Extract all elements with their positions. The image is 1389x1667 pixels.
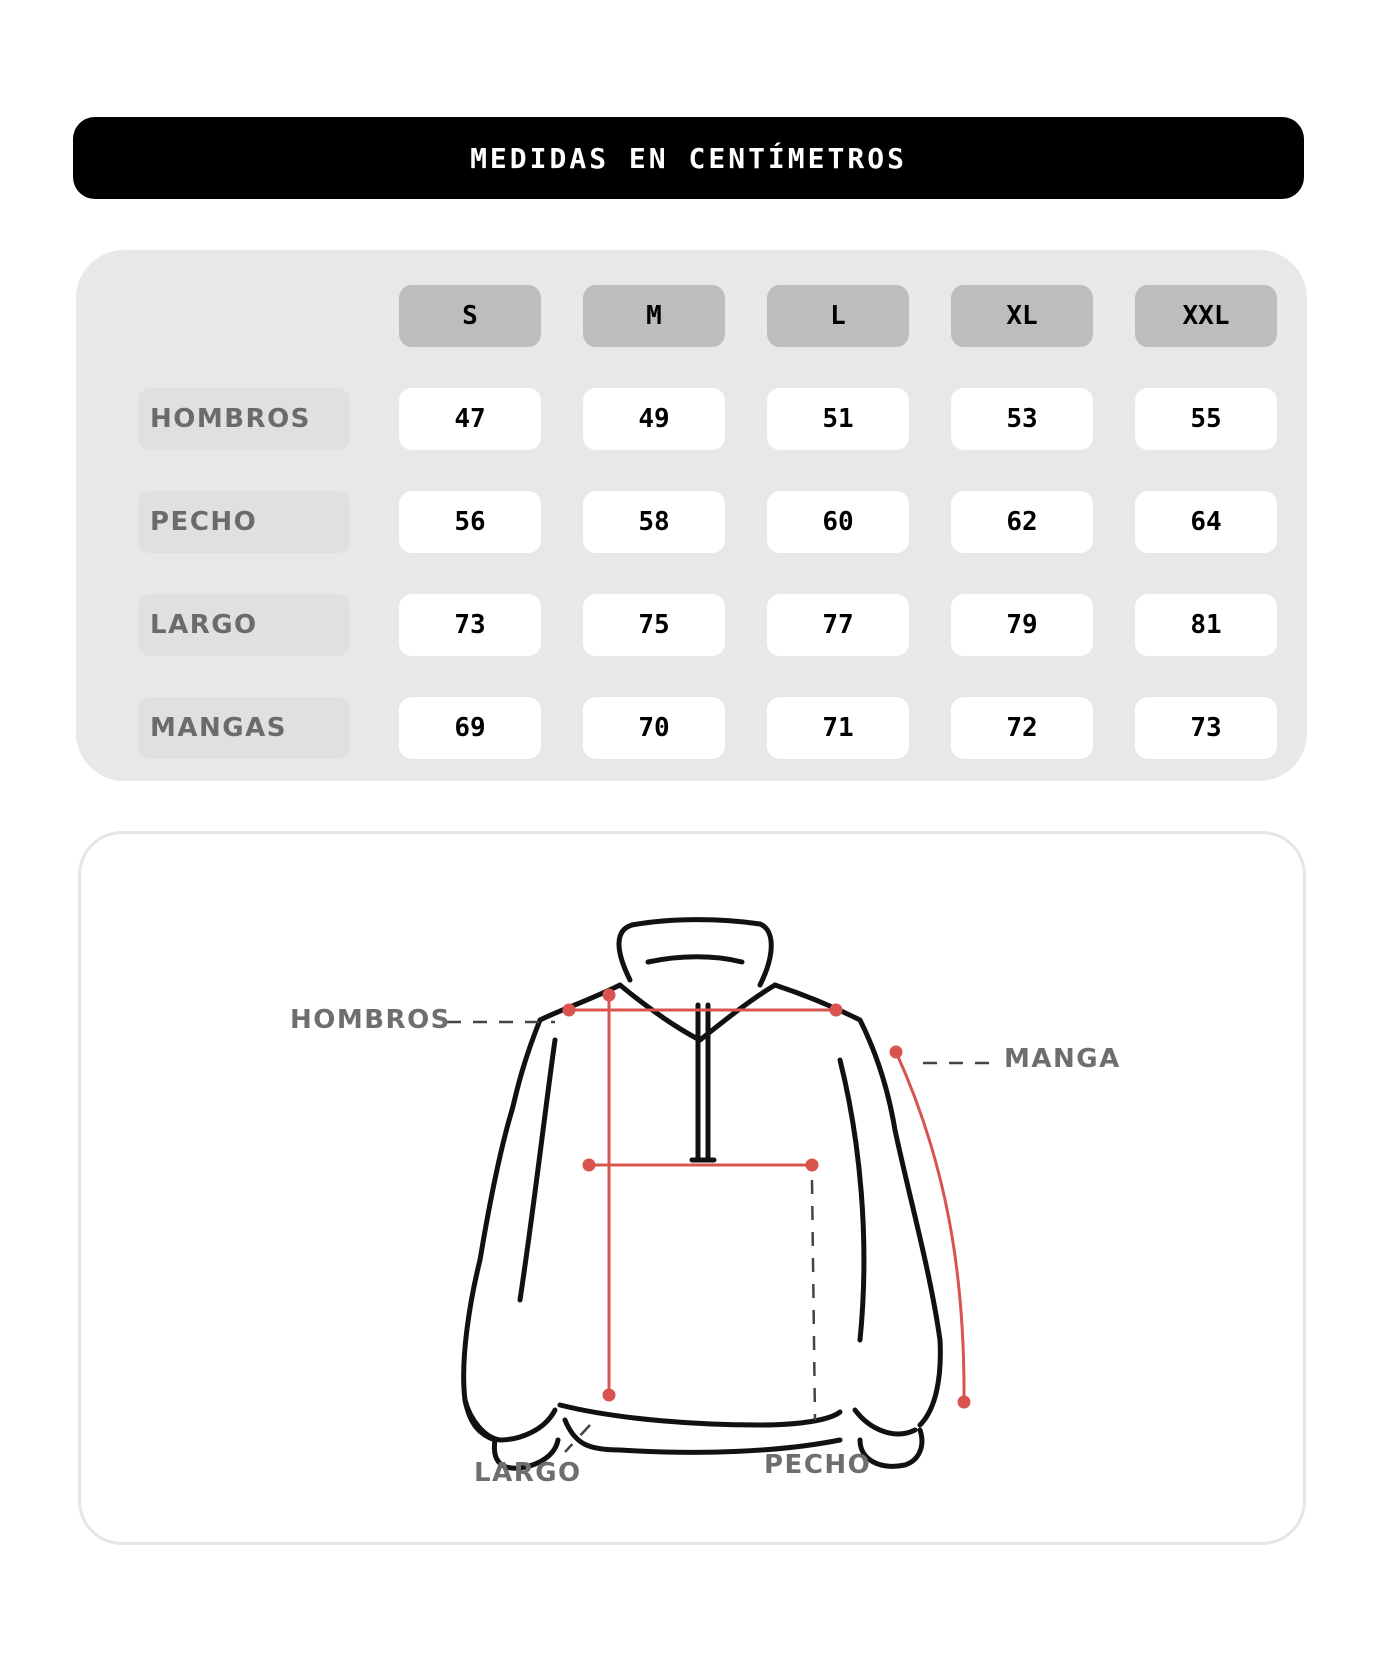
row-label-pecho: PECHO (138, 491, 350, 553)
table-cell: 49 (583, 388, 725, 450)
diagram-label-largo: LARGO (474, 1458, 582, 1488)
table-cell: 64 (1135, 491, 1277, 553)
diagram-label-manga: MANGA (1004, 1044, 1121, 1074)
table-cell: 72 (951, 697, 1093, 759)
row-label-largo: LARGO (138, 594, 350, 656)
row-label-hombros: HOMBROS (138, 388, 350, 450)
hombros-start-dot (564, 1005, 574, 1015)
size-header-l: L (767, 285, 909, 347)
table-cell: 79 (951, 594, 1093, 656)
manga-end-dot (959, 1397, 969, 1407)
pecho-end-dot (807, 1160, 817, 1170)
table-cell: 60 (767, 491, 909, 553)
table-cell: 77 (767, 594, 909, 656)
table-cell: 53 (951, 388, 1093, 450)
largo-bottom-dot (604, 1390, 614, 1400)
table-cell: 73 (1135, 697, 1277, 759)
largo-top-dot (604, 990, 614, 1000)
pecho-start-dot (584, 1160, 594, 1170)
table-cell: 58 (583, 491, 725, 553)
size-header-s: S (399, 285, 541, 347)
table-cell: 47 (399, 388, 541, 450)
table-cell: 69 (399, 697, 541, 759)
table-cell: 55 (1135, 388, 1277, 450)
table-cell: 81 (1135, 594, 1277, 656)
page-title: MEDIDAS EN CENTÍMETROS (470, 141, 907, 175)
manga-curve (896, 1052, 964, 1402)
table-cell: 71 (767, 697, 909, 759)
table-cell: 70 (583, 697, 725, 759)
sweatshirt-outline (464, 920, 941, 1469)
table-cell: 75 (583, 594, 725, 656)
table-cell: 51 (767, 388, 909, 450)
table-cell: 56 (399, 491, 541, 553)
size-header-xl: XL (951, 285, 1093, 347)
hombros-end-dot (831, 1005, 841, 1015)
size-header-xxl: XXL (1135, 285, 1277, 347)
manga-start-dot (891, 1047, 901, 1057)
row-label-mangas: MANGAS (138, 697, 350, 759)
pecho-leader (812, 1180, 815, 1420)
size-header-m: M (583, 285, 725, 347)
table-cell: 73 (399, 594, 541, 656)
diagram-label-pecho: PECHO (764, 1450, 872, 1480)
table-cell: 62 (951, 491, 1093, 553)
diagram-label-hombros: HOMBROS (290, 1005, 451, 1035)
